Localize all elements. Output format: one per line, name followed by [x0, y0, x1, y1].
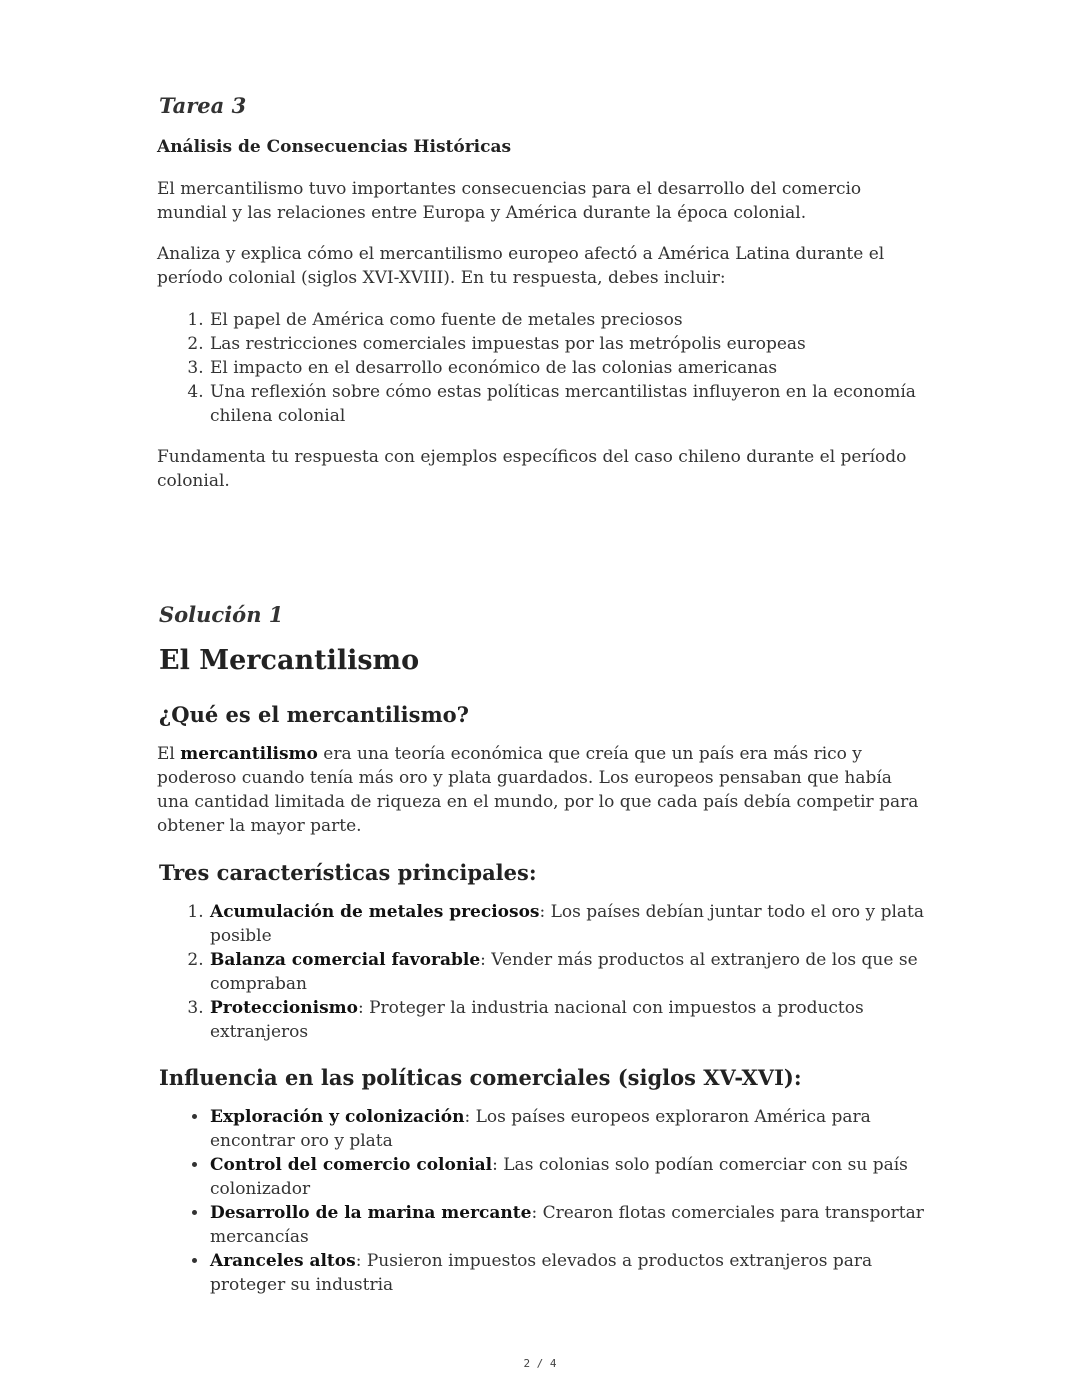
task-subtitle: Análisis de Consecuencias Históricas: [157, 137, 512, 157]
list-item: 1. El papel de América como fuente de metales preciosos: [209, 308, 927, 332]
task-intro: El mercantilismo tuvo importantes consecuencias para el desarrollo del comercio mundial y las relaciones entre Europa y América durante la época colonial.: [157, 179, 862, 223]
item-text: : Vender más productos al extranjero de los que se compraban: [210, 950, 918, 994]
item-term: Desarrollo de la marina mercante: [210, 1203, 532, 1223]
solution-title: Solución 1: [159, 602, 284, 627]
features-list: [157, 900, 927, 1044]
definition-paragraph: [157, 742, 927, 838]
page-number: 2 / 4: [523, 1357, 557, 1370]
list-item: [209, 1105, 927, 1153]
list-item: 2. Las restricciones comerciales impuestas por las metrópolis europeas: [209, 332, 927, 356]
list-item: [209, 948, 927, 996]
definition-pre: El: [157, 744, 181, 764]
item-text: : Proteger la industria nacional con impuestos a productos extranjeros: [210, 998, 864, 1042]
task-instruction: Analiza y explica cómo el mercantilismo europeo afectó a América Latina durante el período colonial (siglos XVI-XVIII). En tu respuesta, debes incluir:: [157, 244, 885, 288]
question-heading: ¿Qué es el mercantilismo?: [159, 702, 469, 727]
definition-text: era una teoría económica que creía que un país era más rico y poderoso cuando tenía más oro y plata guardados. Los europeos pensaban que había una cantidad limitada de riqueza en el mundo, por lo que cada país debía competir para obtener la mayor parte.: [157, 744, 919, 836]
definition-term: mercantilismo: [180, 744, 318, 764]
list-item: [209, 1201, 927, 1249]
item-term: Exploración y colonización: [210, 1107, 465, 1127]
influence-heading: Influencia en las políticas comerciales (siglos XV-XVI):: [159, 1065, 802, 1090]
item-text: : Los países europeos exploraron América para encontrar oro y plata: [210, 1107, 871, 1151]
list-item: 3. El impacto en el desarrollo económico de las colonias americanas: [209, 356, 927, 380]
list-item: [209, 1153, 927, 1201]
item-text: : Crearon flotas comerciales para transportar mercancías: [210, 1203, 924, 1247]
item-text: : Los países debían juntar todo el oro y plata posible: [210, 902, 924, 946]
list-item: 4. Una reflexión sobre cómo estas políticas mercantilistas influyeron en la economía chilena colonial: [209, 380, 927, 428]
task-title: Tarea 3: [159, 93, 247, 118]
item-term: Balanza comercial favorable: [210, 950, 481, 970]
list-item: [209, 1249, 927, 1297]
item-term: Aranceles altos: [210, 1251, 356, 1271]
item-term: Control del comercio colonial: [210, 1155, 493, 1175]
item-text: : Las colonias solo podían comerciar con su país colonizador: [210, 1155, 908, 1199]
features-heading: Tres características principales:: [159, 860, 537, 885]
influence-list: [157, 1105, 927, 1297]
item-term: Proteccionismo: [210, 998, 358, 1018]
list-item: [209, 996, 927, 1044]
requirements-list: [157, 308, 927, 428]
solution-heading: El Mercantilismo: [159, 645, 420, 676]
item-text: : Pusieron impuestos elevados a productos extranjeros para proteger su industria: [210, 1251, 873, 1295]
task-closing: Fundamenta tu respuesta con ejemplos específicos del caso chileno durante el período colonial.: [157, 447, 907, 491]
item-term: Acumulación de metales preciosos: [210, 902, 540, 922]
list-item: [209, 900, 927, 948]
